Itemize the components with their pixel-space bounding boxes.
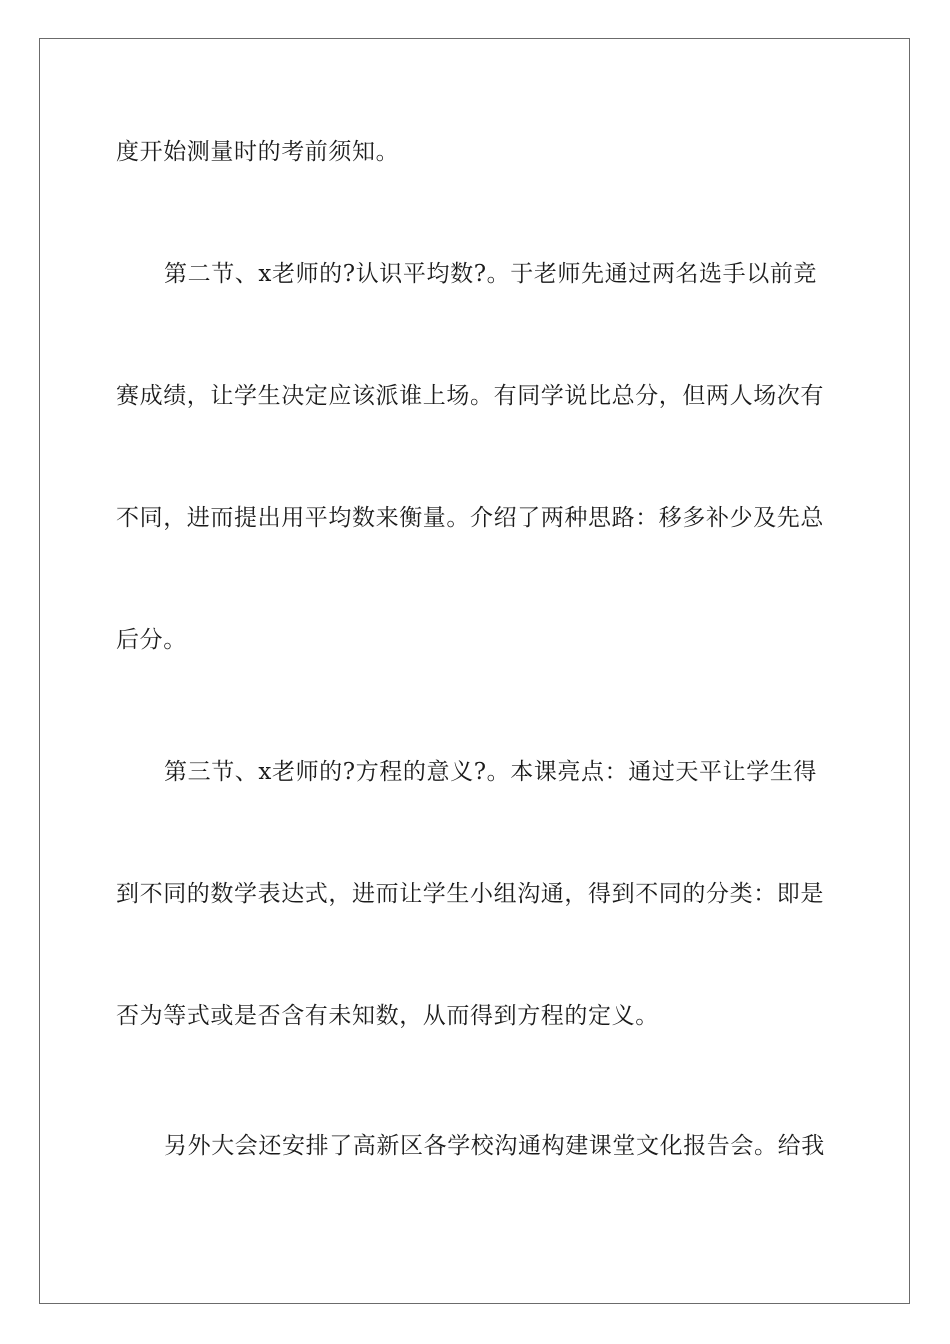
- page-border: [39, 38, 910, 1304]
- paragraph-line-6: 第三节、x老师的?方程的意义?。本课亮点：通过天平让学生得: [164, 759, 818, 785]
- paragraph-line-9: 另外大会还安排了高新区各学校沟通构建课堂文化报告会。给我: [164, 1133, 825, 1159]
- paragraph-line-5: 后分。: [116, 627, 187, 653]
- paragraph-line-7: 到不同的数学表达式，进而让学生小组沟通，得到不同的分类：即是: [116, 881, 824, 907]
- paragraph-line-3: 赛成绩，让学生决定应该派谁上场。有同学说比总分，但两人场次有: [116, 383, 824, 409]
- paragraph-line-2: 第二节、x老师的?认识平均数?。于老师先通过两名选手以前竞: [164, 261, 818, 287]
- paragraph-line-8: 否为等式或是否含有未知数，从而得到方程的定义。: [116, 1003, 659, 1029]
- paragraph-line-1: 度开始测量时的考前须知。: [116, 139, 400, 165]
- paragraph-line-4: 不同，进而提出用平均数来衡量。介绍了两种思路：移多补少及先总: [116, 505, 824, 531]
